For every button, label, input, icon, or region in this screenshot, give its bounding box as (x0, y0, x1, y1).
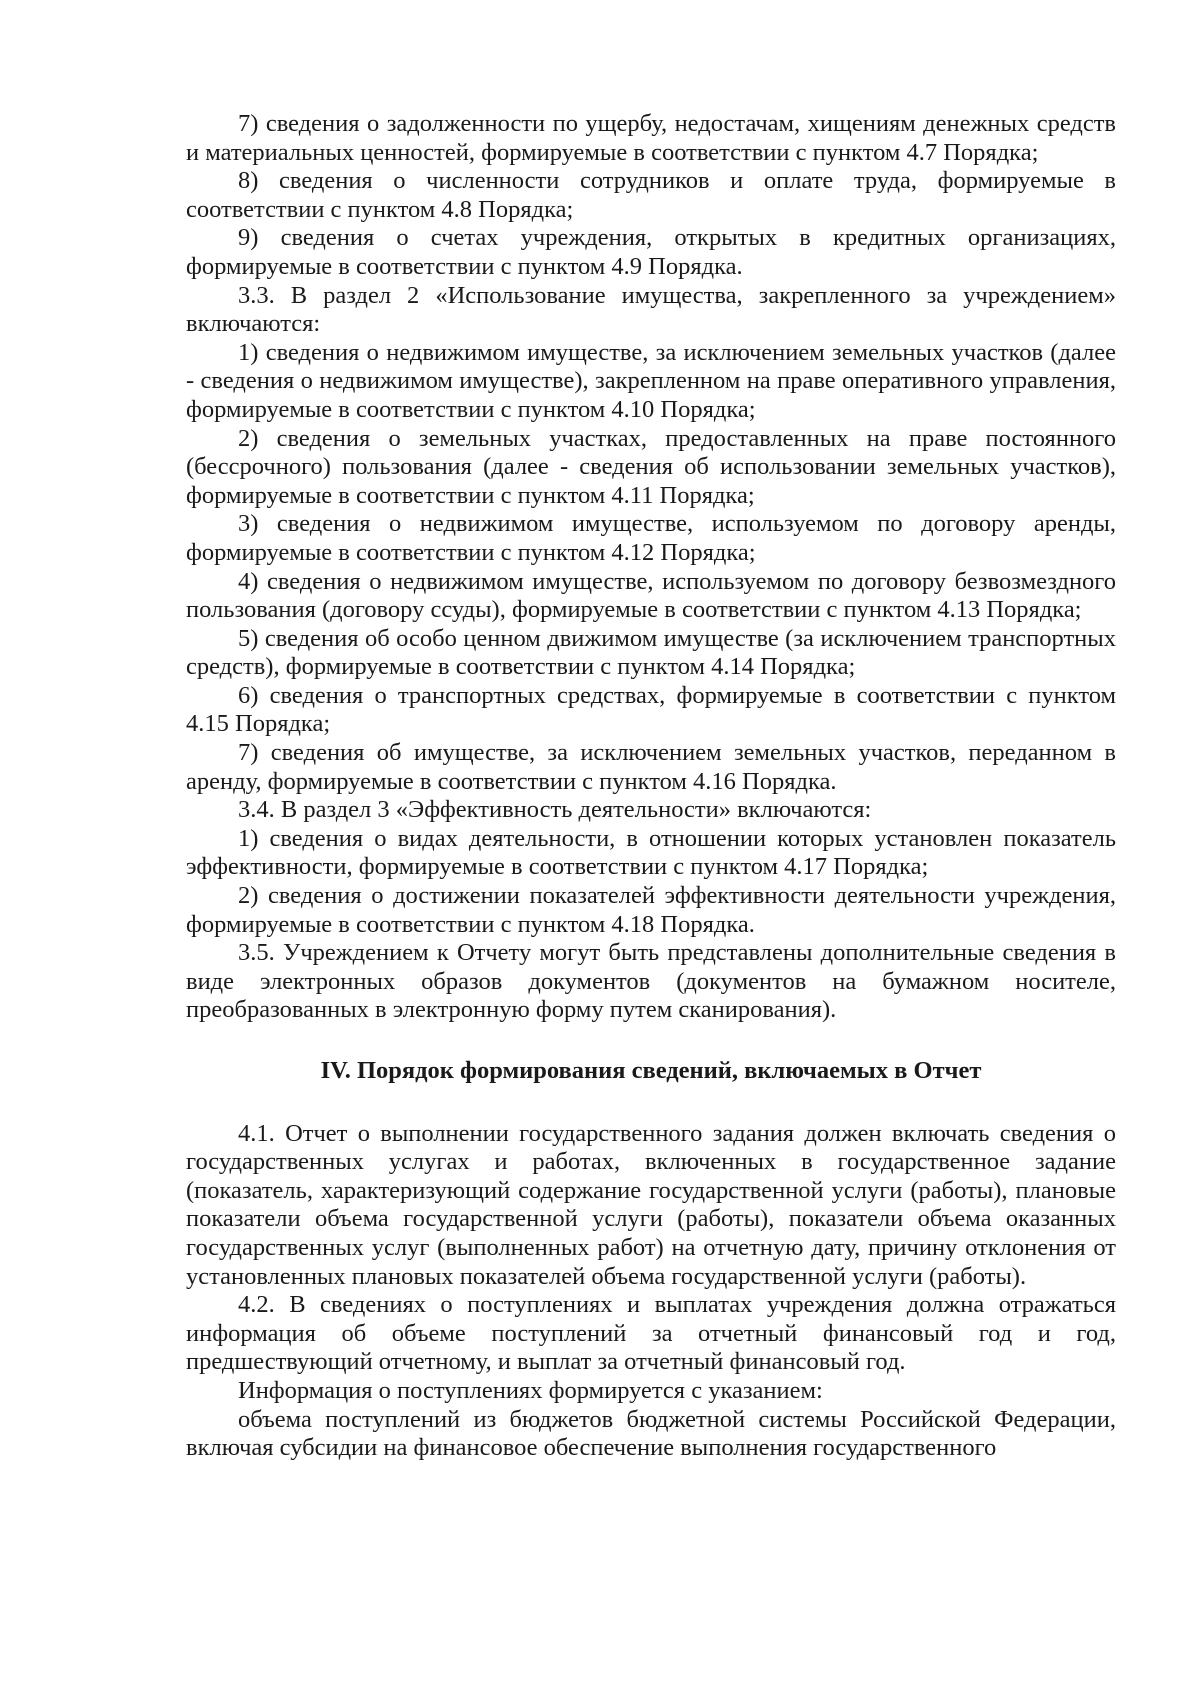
paragraph-3-3-item-1: 1) сведения о недвижимом имуществе, за исключением земельных участков (далее - сведения о недвижимом имуществе), закрепленном на праве оперативного управления, формируемые в соответствии с пунктом 4.10 Порядка; (186, 338, 1116, 423)
paragraph-3-3-item-4: 4) сведения о недвижимом имуществе, используемом по договору безвозмездного пользования (договору ссуды), формируемые в соответствии с пунктом 4.13 Порядка; (186, 567, 1116, 624)
paragraph-3-3: 3.3. В раздел 2 «Использование имущества, закрепленного за учреждением» включаются: (186, 281, 1116, 338)
paragraph-4-1: 4.1. Отчет о выполнении государственного задания должен включать сведения о государственных услугах и работах, включенных в государственное задание (показатель, характеризующий содержание государственной услуги (работы), плановые показатели объема государственной услуги (работы), показатели объема оказанных государственных услуг (выполненных работ) на отчетную дату, причину отклонения от установленных плановых показателей объема государственной услуги (работы). (186, 1119, 1116, 1290)
paragraph-income-info: Информация о поступлениях формируется с указанием: (238, 1376, 823, 1404)
paragraph-3-4: 3.4. В раздел 3 «Эффективность деятельности» включаются: (238, 796, 872, 824)
section-4-heading: IV. Порядок формирования сведений, включаемых в Отчет (320, 1057, 982, 1084)
paragraph-3-3-item-3: 3) сведения о недвижимом имуществе, используемом по договору аренды, формируемые в соответствии с пунктом 4.12 Порядка; (186, 510, 1116, 566)
paragraph-3-3-item-2: 2) сведения о земельных участках, предоставленных на праве постоянного (бессрочного) пользования (далее - сведения об использовании земельных участков), формируемые в соответствии с пунктом 4.11 Порядка; (186, 424, 1116, 509)
paragraph-3-2-item-9: 9) сведения о счетах учреждения, открытых в кредитных организациях, формируемые в соответствии с пунктом 4.9 Порядка. (186, 224, 1116, 280)
paragraph-3-3-item-5: 5) сведения об особо ценном движимом имуществе (за исключением транспортных средств), формируемые в соответствии с пунктом 4.14 Порядка; (186, 624, 1116, 681)
paragraph-3-5: 3.5. Учреждением к Отчету могут быть представлены дополнительные сведения в виде электронных образов документов (документов на бумажном носителе, преобразованных в электронную форму путем сканирования). (186, 939, 1116, 1024)
paragraph-income-volume: объема поступлений из бюджетов бюджетной системы Российской Федерации, включая субсидии на финансовое обеспечение выполнения государственного (186, 1405, 1116, 1462)
document-page (186, 110, 1116, 1463)
paragraph-3-3-item-7: 7) сведения об имуществе, за исключением земельных участков, переданном в аренду, формируемые в соответствии с пунктом 4.16 Порядка. (186, 739, 1116, 795)
paragraph-3-4-item-2: 2) сведения о достижении показателей эффективности деятельности учреждения, формируемые в соответствии с пунктом 4.18 Порядка. (186, 882, 1116, 938)
paragraph-4-2: 4.2. В сведениях о поступлениях и выплатах учреждения должна отражаться информация об объеме поступлений за отчетный финансовый год и год, предшествующий отчетному, и выплат за отчетный финансовый год. (186, 1291, 1116, 1376)
paragraph-3-4-item-1: 1) сведения о видах деятельности, в отношении которых установлен показатель эффективности, формируемые в соответствии с пунктом 4.17 Порядка; (186, 824, 1116, 881)
paragraph-3-2-item-7: 7) сведения о задолженности по ущербу, недостачам, хищениям денежных средств и материальных ценностей, формируемые в соответствии с пунктом 4.7 Порядка; (186, 110, 1116, 166)
paragraph-3-2-item-8: 8) сведения о численности сотрудников и оплате труда, формируемые в соответствии с пунктом 4.8 Порядка; (186, 167, 1116, 223)
paragraph-3-3-item-6: 6) сведения о транспортных средствах, формируемые в соответствии с пунктом 4.15 Порядка; (186, 681, 1116, 738)
